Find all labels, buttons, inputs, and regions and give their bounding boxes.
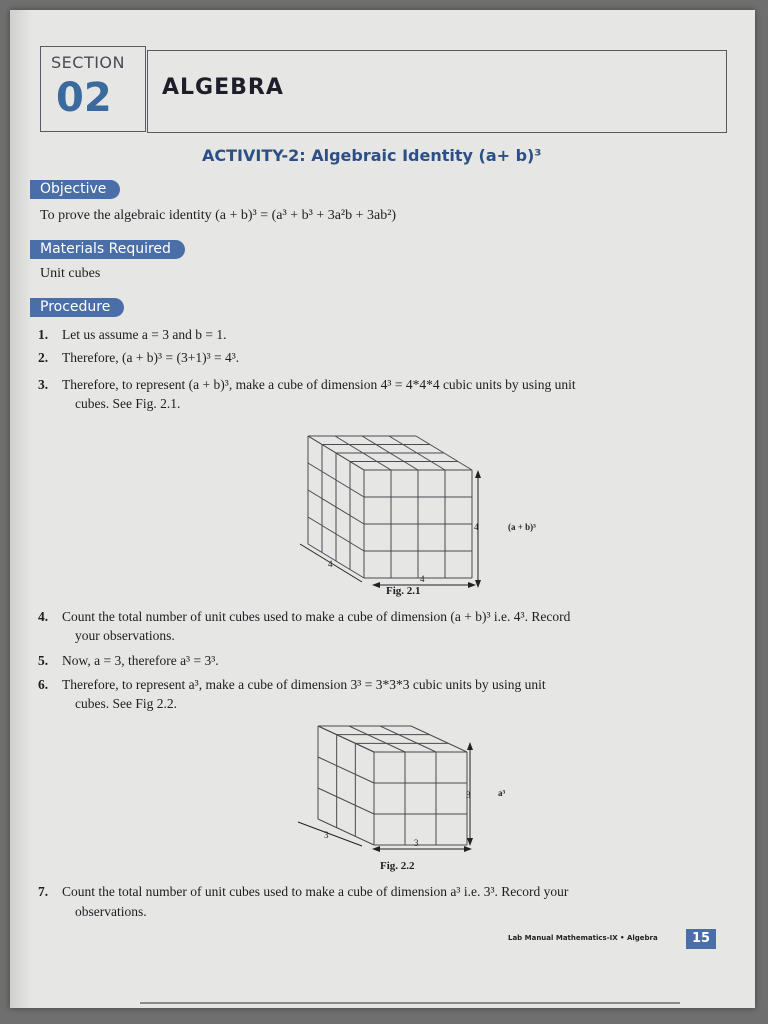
- cube-4x4x4: [308, 436, 472, 578]
- section-title-box: [147, 50, 727, 133]
- step-text: Count the total number of unit cubes used to make a cube of dimension a³ i.e. 3³. Record your: [62, 884, 569, 899]
- depth-label: 4: [328, 559, 333, 569]
- page-number: 15: [686, 929, 716, 949]
- procedure-tag: Procedure: [30, 298, 124, 317]
- depth-label: 3: [324, 830, 329, 840]
- height-label: 3: [466, 790, 471, 800]
- activity-title: ACTIVITY-2: Algebraic Identity (a+ b)³: [202, 146, 542, 165]
- section-box: [40, 46, 146, 132]
- objective-text: To prove the algebraic identity (a + b)³ = (a³ + b³ + 3a²b + 3ab²): [40, 208, 397, 223]
- step-continuation: cubes. See Fig. 2.1.: [75, 396, 181, 411]
- step-number: 5.: [38, 653, 49, 668]
- procedure-step: [38, 653, 219, 669]
- section-title: ALGEBRA: [162, 75, 284, 100]
- expr-label: a³: [498, 788, 506, 798]
- step-text: Let us assume a = 3 and b = 1.: [62, 327, 227, 342]
- step-number: 7.: [38, 884, 49, 899]
- step-text: Therefore, to represent (a + b)³, make a cube of dimension 4³ = 4*4*4 cubic units by using unit: [62, 377, 576, 392]
- cube-3x3x3: [318, 726, 467, 845]
- procedure-step: [38, 350, 239, 366]
- step-text: Now, a = 3, therefore a³ = 3³.: [62, 653, 219, 668]
- figure-caption: Fig. 2.2: [380, 860, 415, 872]
- procedure-step: [38, 677, 546, 693]
- step-text: Therefore, to represent a³, make a cube of dimension 3³ = 3*3*3 cubic units by using unit: [62, 677, 546, 692]
- procedure-step: [38, 884, 568, 900]
- step-number: 3.: [38, 377, 49, 392]
- step-continuation: cubes. See Fig 2.2.: [75, 696, 177, 711]
- step-number: 1.: [38, 327, 49, 342]
- procedure-step: [38, 327, 226, 343]
- section-label: SECTION: [51, 53, 125, 72]
- step-number: 2.: [38, 350, 49, 365]
- step-number: 4.: [38, 609, 49, 624]
- textbook-page: [10, 10, 755, 1008]
- materials-text: Unit cubes: [40, 266, 101, 281]
- figure-cube-3: [280, 710, 540, 870]
- figure-cube-4: [280, 422, 580, 597]
- step-number: 6.: [38, 677, 49, 692]
- procedure-step: [38, 377, 576, 393]
- expr-label: (a + b)³: [508, 522, 536, 532]
- step-text: Count the total number of unit cubes used to make a cube of dimension (a + b)³ i.e. 4³. Record: [62, 609, 571, 624]
- procedure-step: [38, 609, 570, 625]
- step-continuation: your observations.: [75, 628, 175, 643]
- footer-text: Lab Manual Mathematics-IX • Algebra: [508, 934, 658, 942]
- step-continuation: observations.: [75, 904, 147, 919]
- bottom-divider: [140, 1002, 680, 1004]
- figure-caption: Fig. 2.1: [386, 585, 421, 597]
- height-label: 4: [474, 522, 479, 532]
- width-label: 4: [420, 574, 425, 584]
- objective-tag: Objective: [30, 180, 120, 199]
- step-text: Therefore, (a + b)³ = (3+1)³ = 4³.: [62, 350, 240, 365]
- width-label: 3: [414, 838, 419, 848]
- materials-tag: Materials Required: [30, 240, 185, 259]
- section-number: 02: [56, 75, 112, 121]
